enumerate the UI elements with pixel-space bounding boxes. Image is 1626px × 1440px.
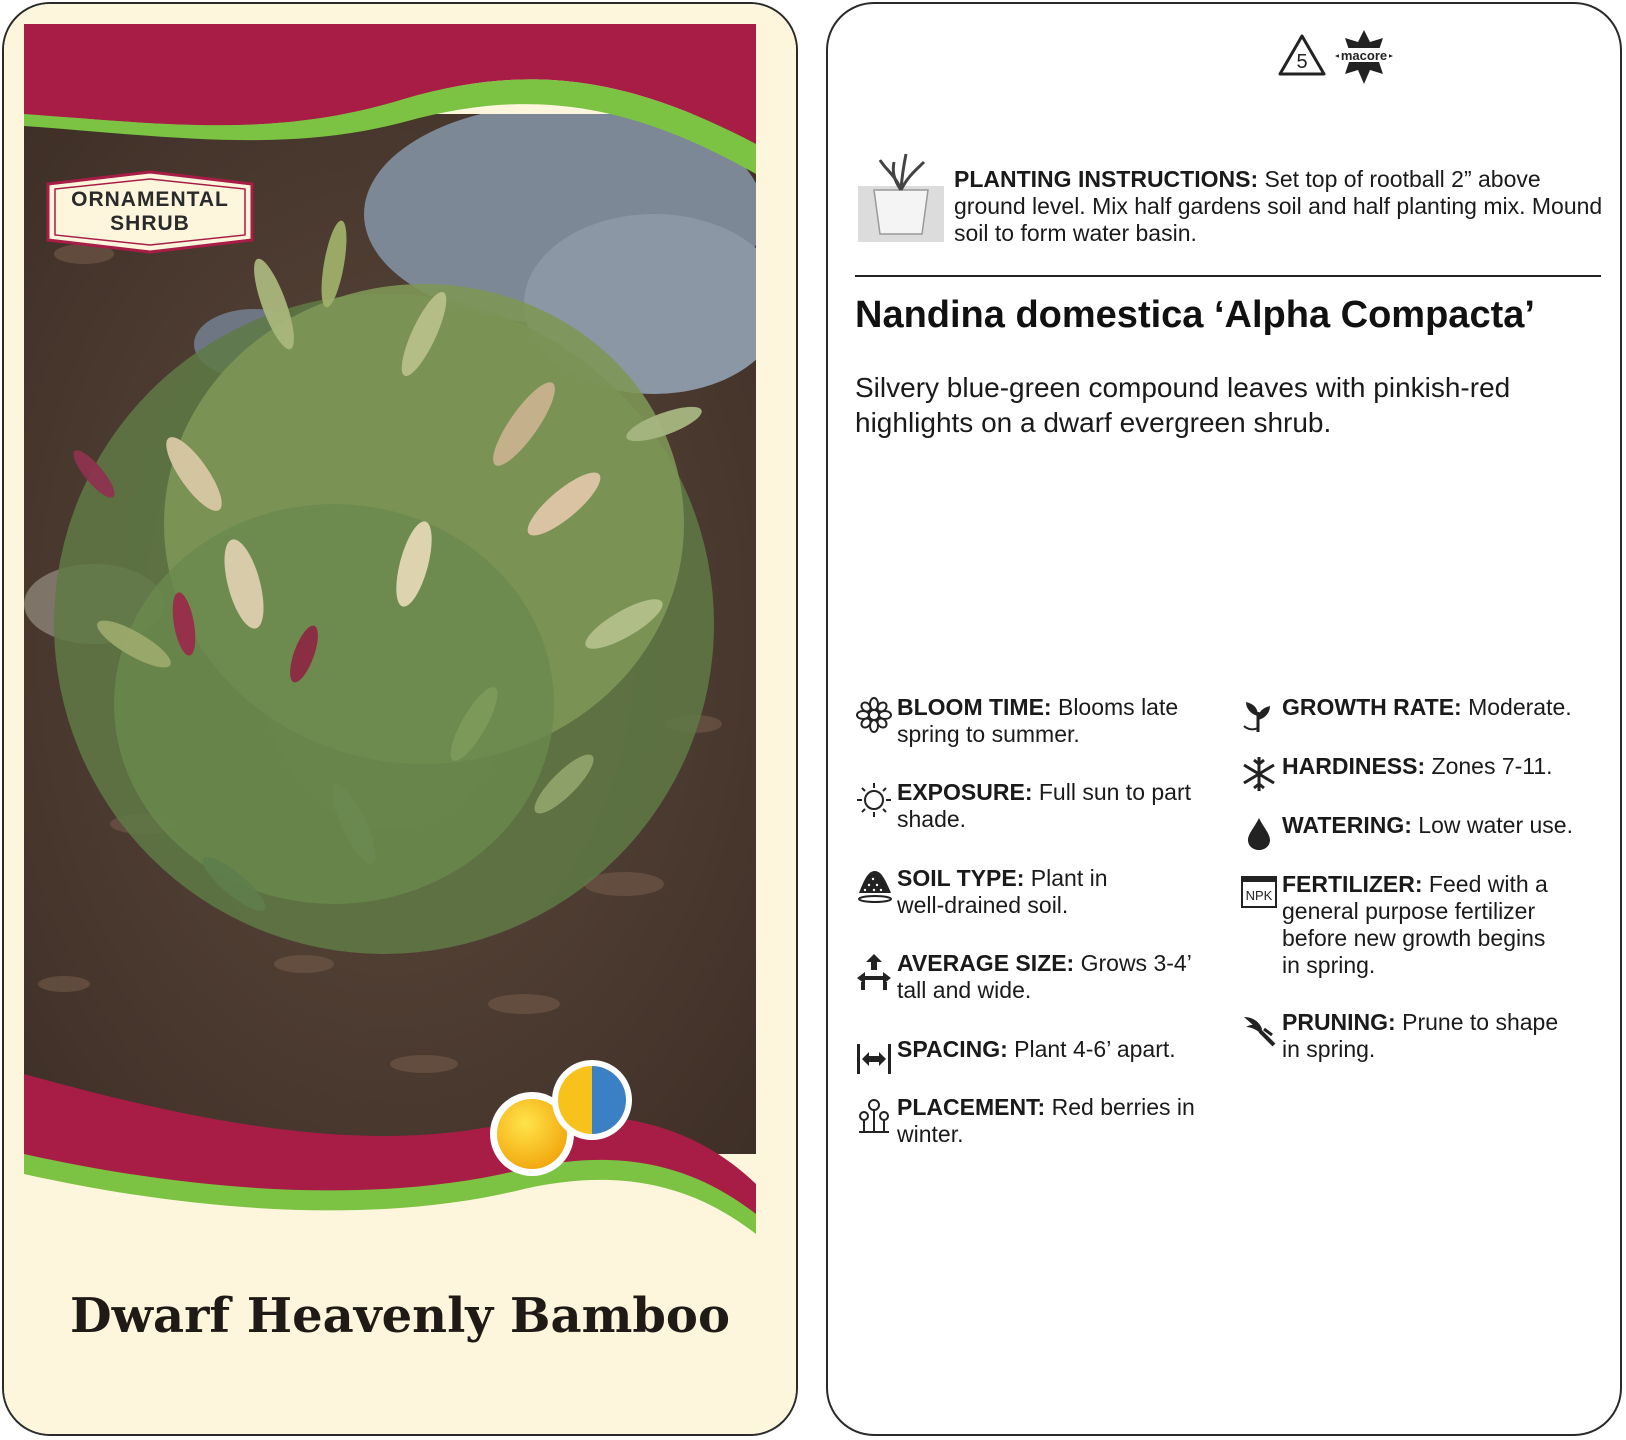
npk-icon xyxy=(1240,873,1278,911)
attr-label: PRUNING: xyxy=(1282,1009,1396,1035)
attr-value-line2: shade. xyxy=(897,806,967,832)
planting-label: PLANTING INSTRUCTIONS: xyxy=(954,166,1259,192)
section-divider xyxy=(855,275,1601,277)
category-badge xyxy=(38,170,262,254)
attr-value: Moderate. xyxy=(1461,694,1572,720)
macore-logo xyxy=(1333,28,1395,86)
recycle-number: 5 xyxy=(1296,51,1308,73)
attr-label: AVERAGE SIZE: xyxy=(897,950,1075,976)
attr-label: FERTILIZER: xyxy=(1282,871,1423,897)
water-drop-icon xyxy=(1240,814,1278,852)
plant-description: Silvery blue-green compound leaves with pinkish-red highlights on a dwarf evergreen shrub. xyxy=(855,372,1511,438)
attr-value-line2: spring to summer. xyxy=(897,721,1080,747)
planting-text: Set top of rootball 2” above ground level. Mix half gardens soil and half planting mix. Mound soil to form water basin. xyxy=(954,166,1603,246)
attr-value: Red berries in xyxy=(1045,1094,1195,1120)
planting-instructions xyxy=(954,166,1604,247)
attr-value: Low water use. xyxy=(1411,812,1573,838)
attr-value-line2: tall and wide. xyxy=(897,977,1032,1003)
attr-value: Full sun to part xyxy=(1032,779,1192,805)
attr-label: EXPOSURE: xyxy=(897,779,1033,805)
attr-value-line4: in spring. xyxy=(1282,952,1376,978)
plant-tag-front xyxy=(2,2,798,1436)
attr-value-line2: in spring. xyxy=(1282,1036,1376,1062)
category-line-2: SHRUB xyxy=(110,212,190,235)
attr-value-line2: well-drained soil. xyxy=(897,892,1069,918)
category-line-1: ORNAMENTAL xyxy=(71,188,229,211)
spacing-icon xyxy=(855,1038,893,1076)
snowflake-icon xyxy=(1240,755,1278,793)
growth-icon xyxy=(1240,696,1278,734)
attr-value: Prune to shape xyxy=(1395,1009,1559,1035)
soil-icon xyxy=(855,867,893,905)
placement-icon xyxy=(855,1096,893,1134)
part-shade-icon xyxy=(552,1060,632,1140)
flower-icon xyxy=(855,696,893,734)
attr-value-line3: before new growth begins xyxy=(1282,925,1546,951)
attr-value: Grows 3-4’ xyxy=(1074,950,1192,976)
attr-label: BLOOM TIME: xyxy=(897,694,1052,720)
attr-value: Feed with a xyxy=(1422,871,1548,897)
attr-value: Blooms late xyxy=(1051,694,1179,720)
attr-value: Plant in xyxy=(1024,865,1108,891)
attr-label: SOIL TYPE: xyxy=(897,865,1025,891)
attr-value: Plant 4-6’ apart. xyxy=(1007,1036,1176,1062)
size-icon xyxy=(855,952,893,990)
sun-icon xyxy=(855,781,893,819)
pruning-shears-icon xyxy=(1240,1011,1278,1049)
npk-label: NPK xyxy=(1245,888,1273,903)
attr-value-line2: winter. xyxy=(897,1121,964,1147)
recycle-5-icon xyxy=(1276,32,1328,80)
plant-tag-back xyxy=(826,2,1622,1436)
brand-name: macore xyxy=(1340,48,1388,63)
attr-value: Zones 7-11. xyxy=(1425,753,1553,779)
attr-label: GROWTH RATE: xyxy=(1282,694,1462,720)
planting-pot-icon xyxy=(856,152,946,244)
attr-label: WATERING: xyxy=(1282,812,1412,838)
attr-label: PLACEMENT: xyxy=(897,1094,1046,1120)
attr-value-line2: general purpose fertilizer xyxy=(1282,898,1536,924)
common-name: Dwarf Heavenly Bamboo xyxy=(70,1288,730,1344)
botanical-name: Nandina domestica ‘Alpha Compacta’ xyxy=(855,294,1535,336)
attr-label: SPACING: xyxy=(897,1036,1008,1062)
attr-label: HARDINESS: xyxy=(1282,753,1426,779)
